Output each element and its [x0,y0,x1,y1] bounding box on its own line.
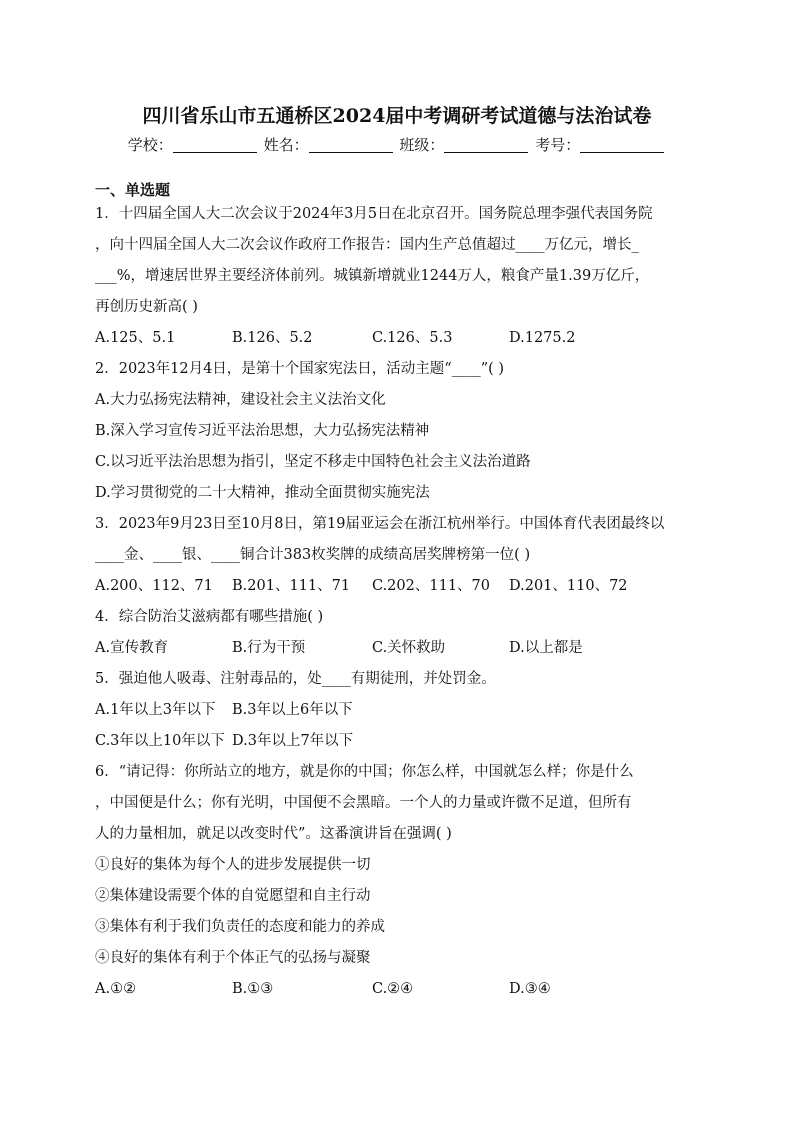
option-b: B.3年以上6年以下 [232,702,353,718]
option-a: A.1年以上3年以下 [95,702,216,718]
question-2-option-b: B.深入学习宣传习近平法治思想，大力弘扬宪法精神 [95,423,430,439]
option-d: D.以上都是 [509,640,583,656]
option-b: B.行为干预 [232,640,306,656]
option-b: B.126、5.2 [232,330,313,346]
question-1-line-4: 再创历史新高( ) [95,299,198,315]
question-3-line-1: 3．2023年9月23日至10月8日，第19届亚运会在浙江杭州举行。中国体育代表团最终以 [95,516,665,532]
question-6-statement-1: ①良好的集体为每个人的进步发展提供一切 [95,857,371,873]
option-b: B.201、111、71 [232,578,351,594]
question-1-line-1: 1．十四届全国人大二次会议于2024年3月5日在北京召开。国务院总理李强代表国务院 [95,206,653,222]
option-a: A.①② [95,981,137,997]
question-6-statement-2: ②集体建设需要个体的自觉愿望和自主行动 [95,888,371,904]
section-title: 一、单选题 [95,181,171,199]
option-d: D.1275.2 [509,330,576,346]
name-label: 姓名： [263,136,309,154]
option-d: D.3年以上7年以下 [232,733,354,749]
option-c: C.3年以上10年以下 [95,733,225,749]
class-label: 班级： [399,136,445,154]
question-6-statement-3: ③集体有利于我们负责任的态度和能力的养成 [95,919,385,935]
school-label: 学校： [127,136,173,154]
question-2-option-d: D.学习贯彻党的二十大精神，推动全面贯彻实施宪法 [95,485,430,501]
option-c: C.②④ [372,981,414,997]
option-b: B.①③ [232,981,274,997]
option-d: D.201、110、72 [509,578,628,594]
question-3-line-2: ____金、____银、____铜合计383枚奖牌的成绩高居奖牌榜第一位( ) [95,547,531,563]
option-a: A.200、112、71 [95,578,213,594]
option-a: A.宣传教育 [95,640,169,656]
question-6-line-3: 人的力量相加，就足以改变时代”。这番演讲旨在强调( ) [95,826,452,842]
option-a: A.125、5.1 [95,330,176,346]
question-2-line-1: 2．2023年12月4日，是第十个国家宪法日，活动主题“____”( ) [95,361,505,377]
option-d: D.③④ [509,981,551,997]
question-5-line-1: 5．强迫他人吸毒、注射毒品的，处____有期徒刑，并处罚金。 [95,671,496,687]
question-6-line-1: 6．“请记得：你所站立的地方，就是你的中国；你怎么样，中国就怎么样；你是什么 [95,764,634,780]
question-1-line-3: ___%，增速居世界主要经济体前列。城镇新增就业1244万人，粮食产量1.39万亿斤， [95,268,650,284]
question-2-option-a: A.大力弘扬宪法精神，建设社会主义法治文化 [95,392,386,408]
option-c: C.126、5.3 [372,330,453,346]
exam-number-label: 考号： [535,136,581,154]
question-1-line-2: ，向十四届全国人大二次会议作政府工作报告：国内生产总值超过____万亿元，增长_ [95,237,639,253]
question-4-line-1: 4．综合防治艾滋病都有哪些措施( ) [95,609,324,625]
school-blank [173,138,257,153]
question-6-line-2: ，中国便是什么；你有光明，中国便不会黑暗。一个人的力量或许微不足道，但所有 [95,795,632,811]
question-2-option-c: C.以习近平法治思想为指引，坚定不移走中国特色社会主义法治道路 [95,454,531,470]
name-blank [309,138,393,153]
option-c: C.202、111、70 [372,578,490,594]
question-6-statement-4: ④良好的集体有利于个体正气的弘扬与凝聚 [95,950,371,966]
exam-number-blank [580,138,664,153]
class-blank [444,138,528,153]
exam-title: 四川省乐山市五通桥区2024届中考调研考试道德与法治试卷 [142,105,652,127]
option-c: C.关怀救助 [372,640,446,656]
student-info-row [0,134,794,155]
